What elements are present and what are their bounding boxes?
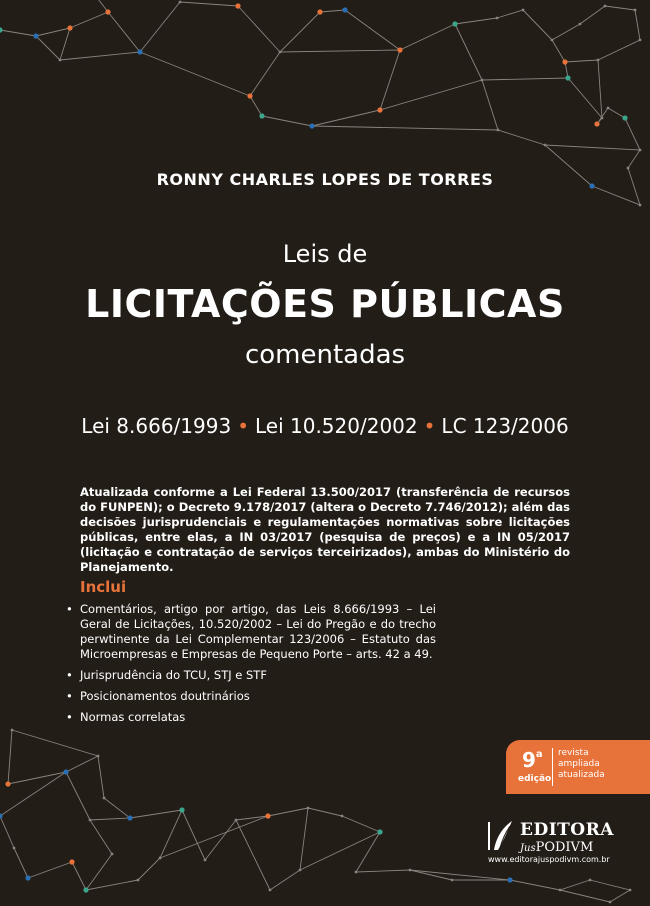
list-item-text: Comentários, artigo por artigo, das Leis 8.666/1993 – Lei Geral de Licitações, 10.520/2002 – Lei do Pregão e do trecho perwtinente da Lei Complementar 123/2006 – Estatuto das Microempresas e Empresas de Pequeno Porte – arts. 42 a 49.	[80, 602, 436, 661]
network-line	[72, 862, 86, 890]
list-item-text: Posicionamentos doutrinários	[80, 689, 250, 703]
network-line	[270, 870, 300, 890]
network-line	[98, 756, 104, 798]
network-node	[601, 117, 604, 120]
network-node	[317, 9, 322, 14]
network-line	[95, 0, 108, 12]
network-node	[63, 769, 68, 774]
network-line	[590, 880, 630, 890]
network-node	[627, 167, 630, 170]
network-node	[342, 7, 347, 12]
network-node	[562, 59, 567, 64]
network-node	[83, 887, 88, 892]
network-line	[28, 862, 72, 878]
network-line	[182, 810, 205, 860]
network-node	[247, 93, 252, 98]
network-node	[25, 875, 30, 880]
network-line	[280, 12, 320, 52]
list-item	[66, 710, 436, 725]
network-node	[11, 729, 14, 732]
network-node	[307, 807, 310, 810]
network-node	[397, 47, 402, 52]
network-line	[60, 28, 70, 60]
edition-divider	[552, 748, 553, 786]
network-line	[312, 126, 498, 130]
network-line	[410, 870, 452, 880]
network-node	[496, 17, 499, 20]
network-node	[259, 113, 264, 118]
law-item: Lei 10.520/2002	[254, 414, 418, 438]
laws-line	[0, 414, 650, 438]
includes-list	[66, 602, 436, 731]
network-node	[589, 879, 592, 882]
network-line	[108, 12, 140, 52]
network-line	[250, 52, 280, 96]
network-node	[607, 107, 610, 110]
network-line	[608, 108, 625, 118]
network-line	[86, 880, 138, 890]
network-node	[355, 871, 358, 874]
network-line	[342, 816, 380, 832]
network-node	[639, 149, 642, 152]
network-node	[97, 755, 100, 758]
network-node	[269, 889, 272, 892]
network-node	[299, 869, 302, 872]
network-node	[594, 121, 599, 126]
network-node	[377, 107, 382, 112]
network-node	[409, 869, 412, 872]
network-node	[111, 853, 114, 856]
edition-note: atualizada	[558, 770, 605, 780]
network-node	[235, 819, 238, 822]
network-line	[60, 52, 140, 60]
network-node	[497, 129, 500, 132]
network-node	[579, 23, 582, 26]
network-line	[300, 832, 380, 870]
list-item-text: Jurisprudência do TCU, STJ e STF	[80, 668, 267, 682]
network-line	[180, 2, 238, 6]
network-line	[598, 40, 640, 60]
network-node	[609, 901, 612, 904]
bullet-icon: •	[66, 602, 73, 616]
network-node	[89, 819, 92, 822]
network-line	[498, 130, 545, 145]
network-line	[580, 6, 605, 24]
network-line	[635, 10, 640, 40]
network-line	[560, 890, 610, 902]
law-separator: •	[237, 414, 249, 438]
network-line	[610, 890, 630, 902]
network-line	[90, 818, 130, 820]
network-node	[33, 33, 38, 38]
network-line	[0, 816, 14, 848]
network-node	[634, 9, 637, 12]
network-line	[280, 50, 400, 52]
quill-icon	[486, 818, 516, 854]
network-line	[597, 108, 608, 124]
network-line	[628, 150, 640, 168]
network-line	[66, 772, 90, 820]
network-line	[605, 6, 635, 10]
title-prefix: Leis de	[282, 240, 368, 268]
network-node	[309, 123, 314, 128]
network-line	[552, 24, 580, 40]
edition-badge	[506, 740, 650, 794]
network-node	[481, 79, 484, 82]
network-line	[545, 145, 640, 150]
book-title: LICITAÇÕES PÚBLICAS	[85, 282, 565, 326]
network-line	[380, 80, 482, 110]
network-line	[236, 820, 270, 890]
network-line	[0, 30, 36, 36]
network-node	[551, 39, 554, 42]
network-line	[90, 820, 112, 854]
network-node	[105, 9, 110, 14]
network-node	[137, 49, 142, 54]
edition-note: ampliada	[558, 759, 600, 769]
author-name: RONNY CHARLES LOPES DE TORRES	[156, 170, 494, 189]
network-node	[451, 879, 454, 882]
network-node	[559, 889, 562, 892]
network-node	[522, 9, 525, 12]
network-node	[204, 859, 207, 862]
network-node	[507, 877, 512, 882]
network-line	[625, 118, 640, 150]
network-node	[544, 144, 547, 147]
bullet-icon: •	[66, 689, 73, 703]
network-line	[482, 78, 568, 80]
edition-label: edição	[518, 774, 552, 784]
network-line	[308, 808, 342, 816]
network-node	[179, 1, 182, 4]
network-line	[356, 870, 410, 872]
network-node	[0, 27, 3, 32]
publisher-url: www.editorajuspodivm.com.br	[488, 855, 610, 864]
edition-notes	[558, 748, 605, 781]
network-line	[12, 730, 98, 756]
network-line	[565, 60, 598, 62]
network-node	[639, 39, 642, 42]
network-line	[410, 870, 510, 880]
network-node	[279, 51, 282, 54]
edition-note: revista	[558, 748, 589, 758]
network-line	[70, 12, 108, 28]
network-line	[8, 730, 12, 784]
list-item	[66, 602, 436, 662]
network-line	[268, 808, 308, 816]
network-line	[380, 50, 400, 110]
bullet-icon: •	[66, 710, 73, 724]
network-line	[238, 6, 280, 52]
network-node	[265, 813, 270, 818]
network-node	[103, 797, 106, 800]
network-line	[455, 18, 497, 24]
bullet-icon: •	[66, 668, 73, 682]
network-node	[179, 807, 184, 812]
network-line	[560, 880, 590, 890]
law-separator: •	[423, 414, 436, 438]
network-node	[127, 815, 132, 820]
network-line	[598, 60, 602, 118]
network-line	[205, 820, 236, 860]
network-line	[312, 110, 380, 126]
network-line	[140, 2, 180, 52]
network-line	[250, 96, 262, 116]
network-line	[138, 858, 160, 880]
network-line	[400, 24, 455, 50]
law-item: LC 123/2006	[441, 414, 569, 438]
network-line	[455, 24, 482, 80]
network-node	[597, 59, 600, 62]
network-line	[36, 36, 60, 60]
network-line	[552, 40, 565, 62]
network-node	[69, 859, 74, 864]
network-line	[510, 880, 560, 890]
network-line	[345, 10, 400, 50]
network-node	[377, 829, 382, 834]
network-node	[341, 815, 344, 818]
network-line	[66, 756, 98, 772]
network-node	[452, 21, 457, 26]
network-node	[639, 204, 642, 207]
description-paragraph: Atualizada conforme a Lei Federal 13.500/2017 (transferência de recursos do FUNPEN); o Decreto 9.178/2017 (altera o Decreto 7.746/2012); além das decisões jurisprudenciais e regulamentações normativas sobre licitações públicas, entre elas, a IN 03/2017 (pesquisa de preços) e a IN 05/2017 (licitação e contratação de serviços terceirizados), ambas do Ministério do Planejamento.	[80, 485, 570, 574]
network-node	[137, 879, 140, 882]
network-line	[36, 28, 70, 36]
network-line	[482, 80, 498, 130]
network-line	[104, 798, 130, 818]
network-line	[320, 10, 345, 12]
publisher-name: EDITORA	[520, 820, 614, 840]
network-line	[130, 810, 182, 818]
network-line	[14, 848, 28, 878]
law-item: Lei 8.666/1993	[81, 414, 232, 438]
network-node	[622, 115, 627, 120]
list-item	[66, 689, 436, 704]
network-line	[262, 116, 312, 126]
network-line	[86, 854, 112, 890]
network-line	[140, 52, 250, 96]
network-line	[497, 10, 523, 18]
network-node	[59, 59, 62, 62]
list-item	[66, 668, 436, 683]
network-node	[13, 847, 16, 850]
network-line	[523, 10, 552, 40]
title-suffix: comentadas	[244, 340, 406, 370]
edition-number: 9$^a$	[522, 748, 543, 772]
network-line	[568, 78, 602, 118]
network-node	[159, 857, 162, 860]
network-node	[565, 75, 570, 80]
network-node	[629, 889, 632, 892]
publisher-subname: JusPODIVM	[520, 840, 594, 855]
includes-heading: Inclui	[80, 578, 127, 596]
network-node	[235, 3, 240, 8]
network-line	[300, 808, 308, 870]
list-item-text: Normas correlatas	[80, 710, 186, 724]
network-node	[67, 25, 72, 30]
network-node	[604, 5, 607, 8]
network-node	[5, 781, 10, 786]
